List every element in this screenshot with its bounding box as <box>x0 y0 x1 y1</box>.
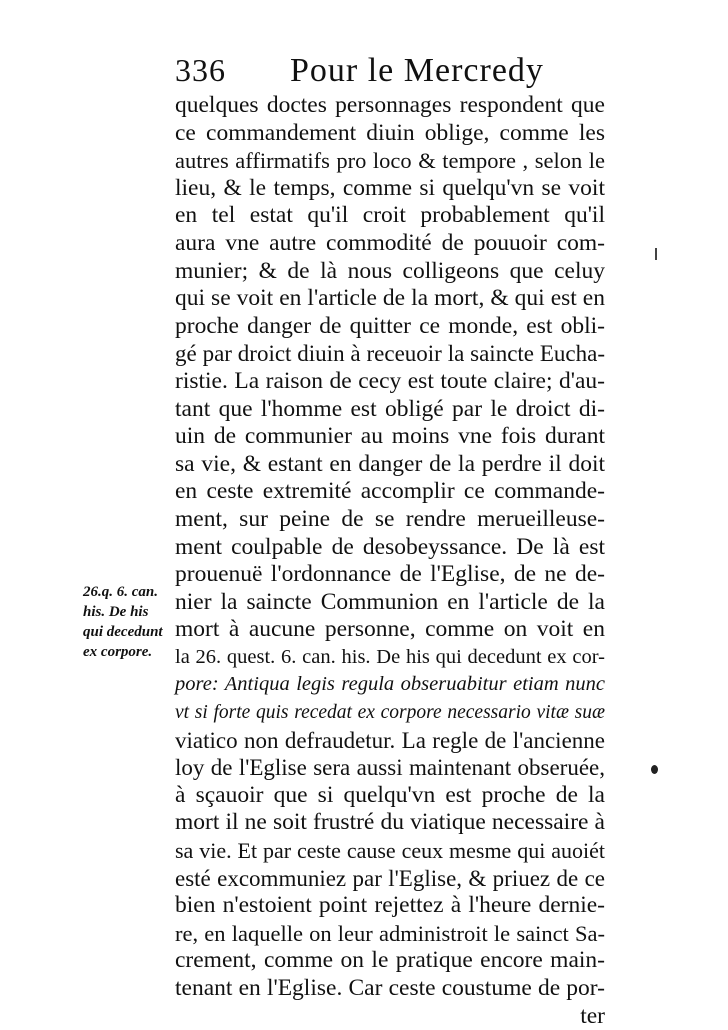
text-line: crement, comme on le pratique encore main- <box>175 947 605 974</box>
margin-note-line: his. De his <box>83 604 149 620</box>
text-line: qui se voit en l'article de la mort, & qui est en <box>175 285 605 312</box>
margin-note <box>83 582 173 662</box>
text-line: aura vne autre commodité de pouuoir com- <box>175 229 605 256</box>
text-line: uin de communier au moins vne fois durant <box>175 423 605 450</box>
text-line: ment coulpable de desobeyssance. De là est <box>175 533 605 560</box>
catchword: ter <box>580 1002 605 1029</box>
text-line: bien n'estoient point rejettez à l'heure dernie- <box>175 892 605 919</box>
text-line: ristie. La raison de cecy est toute claire; d'au- <box>175 367 605 394</box>
body-text <box>175 92 605 1030</box>
text-line: mort à aucune personne, comme on voit en <box>175 616 605 643</box>
text-line-latin: vt si forte quis recedat ex corpore necessario vitæ suæ <box>175 702 605 724</box>
text-line: à sçauoir que si quelqu'vn est proche de la <box>175 781 605 808</box>
text-line: sa vie, & estant en danger de la perdre il doit <box>175 450 605 477</box>
text-line: autres affirmatifs pro loco & tempore , selon le <box>175 148 605 174</box>
text-line: tenant en l'Eglise. Car ceste coustume de por- <box>175 975 605 1001</box>
running-head: Pour le Mercredy <box>290 52 544 89</box>
text-line: prouenuë l'ordonnance de l'Eglise, de ne de- <box>175 561 605 588</box>
text-line: gé par droict diuin à receuoir la saincte Eucha- <box>175 341 605 367</box>
text-line: tant que l'homme est obligé par le droict di- <box>175 395 605 422</box>
text-line: proche danger de quitter ce monde, est obli- <box>175 312 605 339</box>
page-number: 336 <box>175 52 226 88</box>
margin-note-line: 26.q. 6. can. <box>83 584 158 600</box>
text-line: en tel estat qu'il croit probablement qu'il <box>175 202 605 229</box>
text-line: munier; & de là nous colligeons que celuy <box>175 257 605 284</box>
text-line: en ceste extremité accomplir ce commande- <box>175 478 605 505</box>
page-edge-mark <box>655 248 657 260</box>
margin-note-line: ex corpore. <box>83 644 153 660</box>
text-line-latin: pore: Antiqua legis regula obseruabitur etiam nunc <box>175 673 605 696</box>
text-line: esté excommuniez par l'Eglise, & priuez de ce <box>175 865 605 891</box>
margin-note-line: qui decedunt <box>83 624 163 640</box>
text-line: la 26. quest. 6. can. his. De his qui decedunt ex cor- <box>175 645 605 668</box>
text-line: ment, sur peine de se rendre merueilleuse- <box>175 505 605 532</box>
text-line: nier la saincte Communion en l'article de la <box>175 588 605 615</box>
text-line: viatico non defraudetur. La regle de l'ancienne <box>175 727 605 753</box>
text-line: quelques doctes personnages respondent que <box>175 92 605 118</box>
text-line: loy de l'Eglise sera aussi maintenant obseruée, <box>175 755 605 781</box>
text-line: sa vie. Et par ceste cause ceux mesme qui auoiét <box>175 838 605 864</box>
text-line: re, en laquelle on leur administroit le sainct Sa- <box>175 920 605 946</box>
text-line: ce commandement diuin oblige, comme les <box>175 119 605 146</box>
text-line: mort il ne soit frustré du viatique necessaire à <box>175 809 605 836</box>
text-line: lieu, & le temps, comme si quelqu'vn se voit <box>175 174 605 201</box>
page-header <box>175 52 605 92</box>
ink-spot <box>651 765 658 774</box>
